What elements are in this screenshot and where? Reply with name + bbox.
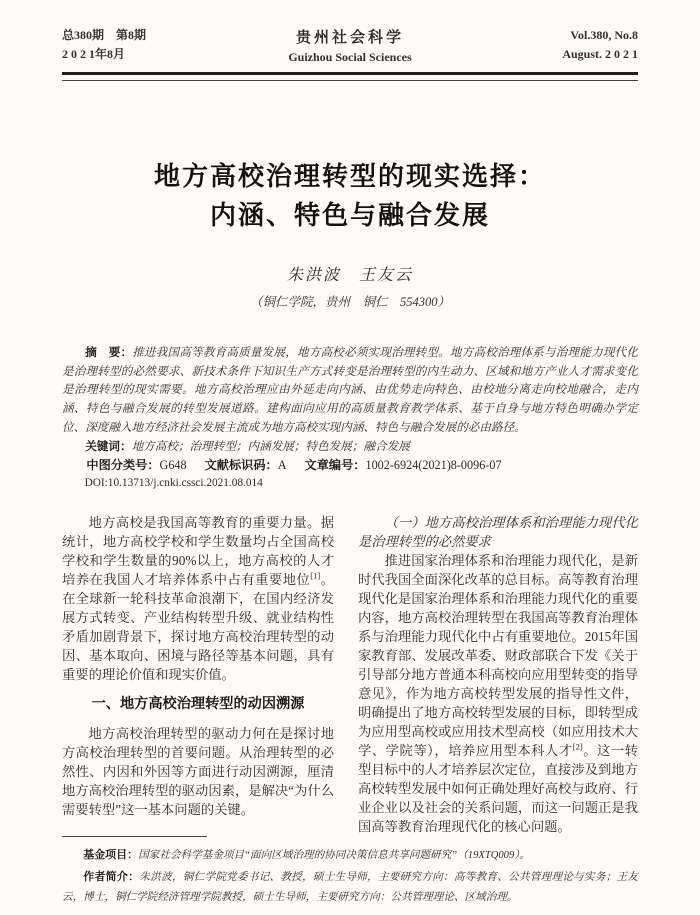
subsection-heading-1-1: （一）地方高校治理体系和治理能力现代化是治理转型的必然要求 [358,514,638,549]
volume-date: August. 2 0 2 1 [562,47,638,61]
intro-text-a: 地方高校是我国高等教育的重要力量。据统计，地方高校学校和学生数量均占全国高校学校和学生数量的90%以上，地方高校的人才培养在我国人才培养体系中占有重要地位 [62,514,334,587]
authors: 朱洪波 王友云 [286,267,413,284]
abstract-label: 摘 要： [85,346,133,359]
doc-code-value: A [277,458,287,473]
citation-ref-2: [2] [572,741,583,752]
article-id-label: 文章编号： [304,458,366,473]
footnote-block [62,836,638,909]
intro-text-b: 。在全球新一轮科技革命浪潮下，在国内经济发展方式转变、产业结构转型升级、就业结构性矛盾加剧背景下，探讨地方高校治理转型的动因、基本取向、困境与路径等基本问题，具有重要的理论价值和现实价值。 [62,571,335,682]
author-bio-label: 作者简介： [83,870,140,883]
fund-label: 基金项目： [83,849,139,861]
journal-name-en: Guizhou Social Sciences [288,50,412,64]
keywords-line [62,438,638,457]
article-title [40,157,660,235]
author-bio-text: 朱洪波，铜仁学院党委书记、教授，硕士生导师，主要研究方向：高等教育、公共管理理论与实务；王友云，博士，铜仁学院经济管理学院教授，硕士生导师，主要研究方向：公共管理理论、区域治理。 [62,871,638,903]
article-title-line1: 地方高校治理转型的现实选择： [153,161,546,191]
article-title-line2: 内涵、特色与融合发展 [209,200,490,230]
doc-code-label: 文献标识码： [204,458,278,473]
issue-number: 总380期 第8期 [62,28,147,42]
citation-ref-1: [1] [310,570,321,581]
clc-label: 中图分类号： [86,458,160,473]
issue-date: 2 0 2 1年8月 [62,47,126,61]
right-column [358,513,638,836]
subsection-paragraph [358,551,638,836]
section1-paragraph: 地方高校治理转型的驱动力何在是探讨地方高校治理转型的首要问题。从治理转型的必然性、内因和外因等方面进行动因溯源，厘清地方高校治理转型的驱动因素，是解决“为什么需要转型”这一基本问题的关键。 [62,725,334,817]
doi-line: DOI:10.13713/j.cnki.cssci.2021.08.014 [84,476,263,489]
journal-name [232,26,468,65]
article-id-value: 1002-6924(2021)8-0096-07 [365,458,502,473]
subsection-text-a: 推进国家治理体系和治理能力现代化，是新时代我国全面深化改革的总目标。高等教育治理现代化是国家治理体系和治理能力现代化的重要内容，地方高校治理转型在我国高等教育治理体系与治理能力现代化中占有重要地位。2015年国家教育部、发展改革委、财政部联合下发《关于引导部分地方普通本科高校向应用型转变的指导意见》，作为地方高校转型发展的指导性文件，明确提出了地方高校转型发展的目标，即转型成为应用型高校或应用技术型高校（如应用技术大学、学院等），培养应用型本科人才 [358,552,638,758]
subsection-text-b: 。这一转型目标中的人才培养层次定位，直接涉及到地方高校转型发展中如何正确处理好高校与政府、行业企业以及社会的关系问题，而这一问题正是我国高等教育治理现代化的核心问题。 [358,742,638,834]
fund-text: 国家社会科学基金项目“面向区域治理的协同决策信息共享问题研究”（19XTQ009）。 [138,850,531,861]
journal-header [0,0,700,65]
left-column [62,513,334,836]
volume-info [468,26,638,64]
issue-info [62,26,232,64]
article-body [0,513,700,836]
volume-number: Vol.380, No.8 [570,28,638,42]
abstract-text: 推进我国高等教育高质量发展，地方高校必须实现治理转型。地方高校治理体系与治理能力现代化是治理转型的必然要求、新技术条件下知识生产方式转变是治理转型的内生动力、区域和地方产业人才需求变化是治理转型的现实需要。地方高校治理应由外延走向内涵、由优势走向特色、由校地分离走向校地融合，走内涵、特色与融合发展的转型发展道路。建构面向应用的高质量教育教学体系、基于自身与地方特色明确办学定位、深度融入地方经济社会发展主流成为地方高校实现内涵、特色与融合发展的必由路径。 [62,346,638,434]
keywords-label: 关键词： [85,439,132,453]
classification-line [62,456,638,475]
footnote-divider [62,836,207,837]
fund-note [62,845,638,867]
header-divider [62,72,638,81]
affiliation: （铜仁学院，贵州 铜仁 554300） [249,295,450,309]
author-bio-note [62,867,638,909]
journal-name-cn: 贵州社会科学 [295,30,404,46]
keywords-text: 地方高校；治理转型；内涵发展；特色发展；融合发展 [131,439,410,453]
clc-value: G648 [159,458,187,473]
abstract-block [62,344,638,456]
section-heading-1: 一、地方高校治理转型的动因溯源 [91,695,305,712]
intro-paragraph [62,513,334,684]
abstract-paragraph [62,344,638,438]
